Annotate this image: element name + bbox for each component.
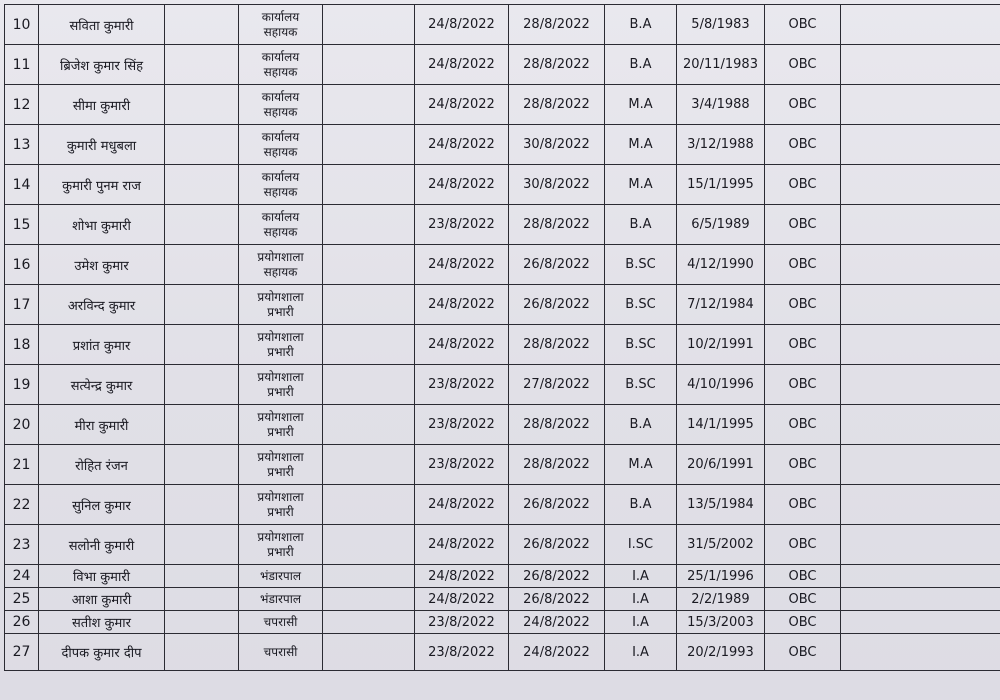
table-row [5,245,1000,285]
date-one-cell: 24/8/2022 [415,5,509,45]
qualification-cell: M.A [605,125,677,165]
remarks-cell [841,525,1000,565]
serial-number-cell: 11 [5,45,39,85]
empty-cell [165,565,239,588]
empty-cell [323,525,415,565]
empty-cell [165,588,239,611]
name-cell: सुनिल कुमार [39,485,165,525]
post-line: चपरासी [263,614,298,629]
post-cell [239,565,323,588]
serial-number-cell: 14 [5,165,39,205]
serial-number-cell: 19 [5,365,39,405]
remarks-cell [841,405,1000,445]
dob-cell: 5/8/1983 [677,5,765,45]
remarks-cell [841,5,1000,45]
empty-cell [165,325,239,365]
remarks-cell [841,125,1000,165]
serial-number-cell: 15 [5,205,39,245]
name-cell: प्रशांत कुमार [39,325,165,365]
date-two-cell: 28/8/2022 [509,325,605,365]
name-cell: उमेश कुमार [39,245,165,285]
category-cell: OBC [765,405,841,445]
name-cell: सत्येन्द्र कुमार [39,365,165,405]
empty-cell [165,445,239,485]
qualification-cell: I.A [605,565,677,588]
date-two-cell: 27/8/2022 [509,365,605,405]
post-line: सहायक [263,24,298,39]
empty-cell [323,245,415,285]
table-row [5,45,1000,85]
dob-cell: 6/5/1989 [677,205,765,245]
post-line: कार्यालय [261,9,300,24]
table-row [5,525,1000,565]
qualification-cell: B.A [605,405,677,445]
post-line: सहायक [263,264,298,279]
empty-cell [323,125,415,165]
name-cell: ब्रिजेश कुमार सिंह [39,45,165,85]
empty-cell [323,285,415,325]
date-two-cell: 26/8/2022 [509,525,605,565]
category-cell: OBC [765,125,841,165]
dob-cell: 4/12/1990 [677,245,765,285]
table-row [5,325,1000,365]
qualification-cell: B.A [605,205,677,245]
dob-cell: 15/1/1995 [677,165,765,205]
post-cell [239,205,323,245]
serial-number-cell: 22 [5,485,39,525]
post-line: प्रभारी [267,304,294,319]
dob-cell: 2/2/1989 [677,588,765,611]
date-two-cell: 28/8/2022 [509,45,605,85]
post-line: सहायक [263,184,298,199]
name-cell: अरविन्द कुमार [39,285,165,325]
post-line: प्रयोगशाला [257,449,304,464]
post-line: चपरासी [263,644,298,659]
empty-cell [165,205,239,245]
category-cell: OBC [765,525,841,565]
post-line: प्रभारी [267,424,294,439]
dob-cell: 10/2/1991 [677,325,765,365]
qualification-cell: B.SC [605,285,677,325]
dob-cell: 13/5/1984 [677,485,765,525]
category-cell: OBC [765,5,841,45]
date-two-cell: 28/8/2022 [509,405,605,445]
remarks-cell [841,588,1000,611]
qualification-cell: B.A [605,485,677,525]
post-line: प्रभारी [267,464,294,479]
post-line: कार्यालय [261,49,300,64]
table-row [5,611,1000,634]
post-cell [239,634,323,671]
qualification-cell: I.SC [605,525,677,565]
qualification-cell: B.A [605,45,677,85]
post-line: कार्यालय [261,129,300,144]
remarks-cell [841,611,1000,634]
category-cell: OBC [765,85,841,125]
empty-cell [323,634,415,671]
post-line: भंडारपाल [260,568,301,583]
post-cell [239,5,323,45]
empty-cell [165,634,239,671]
category-cell: OBC [765,634,841,671]
date-two-cell: 24/8/2022 [509,611,605,634]
empty-cell [323,485,415,525]
name-cell: शोभा कुमारी [39,205,165,245]
dob-cell: 25/1/1996 [677,565,765,588]
table-row [5,125,1000,165]
remarks-cell [841,365,1000,405]
category-cell: OBC [765,205,841,245]
post-cell [239,125,323,165]
empty-cell [165,125,239,165]
post-line: कार्यालय [261,89,300,104]
table-row [5,5,1000,45]
date-one-cell: 24/8/2022 [415,525,509,565]
empty-cell [323,165,415,205]
date-one-cell: 24/8/2022 [415,165,509,205]
post-line: प्रभारी [267,384,294,399]
serial-number-cell: 12 [5,85,39,125]
post-cell [239,325,323,365]
empty-cell [165,85,239,125]
qualification-cell: M.A [605,445,677,485]
empty-cell [165,45,239,85]
table-row [5,365,1000,405]
empty-cell [323,405,415,445]
qualification-cell: B.SC [605,245,677,285]
post-cell [239,525,323,565]
post-line: सहायक [263,104,298,119]
empty-cell [323,611,415,634]
category-cell: OBC [765,588,841,611]
date-two-cell: 26/8/2022 [509,245,605,285]
qualification-cell: M.A [605,165,677,205]
date-two-cell: 26/8/2022 [509,588,605,611]
remarks-cell [841,634,1000,671]
date-one-cell: 23/8/2022 [415,205,509,245]
date-one-cell: 24/8/2022 [415,485,509,525]
category-cell: OBC [765,245,841,285]
post-cell [239,588,323,611]
dob-cell: 4/10/1996 [677,365,765,405]
category-cell: OBC [765,445,841,485]
date-two-cell: 30/8/2022 [509,125,605,165]
post-line: प्रयोगशाला [257,369,304,384]
empty-cell [323,5,415,45]
dob-cell: 14/1/1995 [677,405,765,445]
post-cell [239,45,323,85]
name-cell: रोहित रंजन [39,445,165,485]
empty-cell [323,445,415,485]
empty-cell [165,165,239,205]
dob-cell: 3/4/1988 [677,85,765,125]
serial-number-cell: 18 [5,325,39,365]
name-cell: सीमा कुमारी [39,85,165,125]
empty-cell [323,325,415,365]
remarks-cell [841,565,1000,588]
name-cell: सविता कुमारी [39,5,165,45]
date-one-cell: 24/8/2022 [415,245,509,285]
empty-cell [323,205,415,245]
post-line: सहायक [263,224,298,239]
name-cell: विभा कुमारी [39,565,165,588]
date-one-cell: 23/8/2022 [415,445,509,485]
post-line: प्रभारी [267,504,294,519]
remarks-cell [841,245,1000,285]
table-row [5,85,1000,125]
post-cell [239,245,323,285]
date-two-cell: 30/8/2022 [509,165,605,205]
serial-number-cell: 10 [5,5,39,45]
date-two-cell: 28/8/2022 [509,205,605,245]
empty-cell [323,45,415,85]
post-line: प्रभारी [267,344,294,359]
date-one-cell: 24/8/2022 [415,125,509,165]
remarks-cell [841,45,1000,85]
qualification-cell: I.A [605,588,677,611]
empty-cell [165,485,239,525]
dob-cell: 31/5/2002 [677,525,765,565]
table-row [5,565,1000,588]
date-one-cell: 24/8/2022 [415,45,509,85]
post-line: सहायक [263,144,298,159]
serial-number-cell: 13 [5,125,39,165]
post-line: प्रयोगशाला [257,289,304,304]
table-row [5,205,1000,245]
empty-cell [165,365,239,405]
qualification-cell: M.A [605,85,677,125]
qualification-cell: I.A [605,611,677,634]
empty-cell [165,245,239,285]
post-line: कार्यालय [261,209,300,224]
serial-number-cell: 20 [5,405,39,445]
qualification-cell: B.SC [605,325,677,365]
post-line: प्रयोगशाला [257,329,304,344]
dob-cell: 20/6/1991 [677,445,765,485]
date-two-cell: 26/8/2022 [509,565,605,588]
name-cell: कुमारी पुनम राज [39,165,165,205]
table-body [5,5,1000,671]
empty-cell [165,405,239,445]
dob-cell: 15/3/2003 [677,611,765,634]
remarks-cell [841,485,1000,525]
post-cell [239,85,323,125]
dob-cell: 20/2/1993 [677,634,765,671]
category-cell: OBC [765,165,841,205]
category-cell: OBC [765,565,841,588]
remarks-cell [841,165,1000,205]
remarks-cell [841,85,1000,125]
date-two-cell: 28/8/2022 [509,445,605,485]
post-line: भंडारपाल [260,591,301,606]
empty-cell [323,365,415,405]
category-cell: OBC [765,45,841,85]
remarks-cell [841,325,1000,365]
empty-cell [165,611,239,634]
date-one-cell: 24/8/2022 [415,565,509,588]
post-line: कार्यालय [261,169,300,184]
empty-cell [165,285,239,325]
serial-number-cell: 23 [5,525,39,565]
category-cell: OBC [765,611,841,634]
table-row [5,165,1000,205]
date-two-cell: 26/8/2022 [509,285,605,325]
category-cell: OBC [765,325,841,365]
empty-cell [323,85,415,125]
post-line: प्रयोगशाला [257,529,304,544]
name-cell: आशा कुमारी [39,588,165,611]
post-line: प्रयोगशाला [257,249,304,264]
serial-number-cell: 26 [5,611,39,634]
empty-cell [323,565,415,588]
category-cell: OBC [765,485,841,525]
category-cell: OBC [765,285,841,325]
dob-cell: 7/12/1984 [677,285,765,325]
remarks-cell [841,285,1000,325]
serial-number-cell: 16 [5,245,39,285]
table-row [5,634,1000,671]
qualification-cell: B.SC [605,365,677,405]
post-line: प्रयोगशाला [257,489,304,504]
table-row [5,588,1000,611]
table-row [5,485,1000,525]
post-cell [239,405,323,445]
serial-number-cell: 25 [5,588,39,611]
post-line: प्रभारी [267,544,294,559]
remarks-cell [841,205,1000,245]
post-cell [239,365,323,405]
remarks-cell [841,445,1000,485]
category-cell: OBC [765,365,841,405]
serial-number-cell: 24 [5,565,39,588]
date-one-cell: 24/8/2022 [415,285,509,325]
name-cell: सतीश कुमार [39,611,165,634]
empty-cell [323,588,415,611]
serial-number-cell: 17 [5,285,39,325]
qualification-cell: I.A [605,634,677,671]
serial-number-cell: 21 [5,445,39,485]
date-two-cell: 26/8/2022 [509,485,605,525]
table-row [5,285,1000,325]
candidate-table [4,4,1000,671]
qualification-cell: B.A [605,5,677,45]
name-cell: दीपक कुमार दीप [39,634,165,671]
name-cell: सलोनी कुमारी [39,525,165,565]
date-one-cell: 24/8/2022 [415,85,509,125]
post-cell [239,445,323,485]
name-cell: मीरा कुमारी [39,405,165,445]
date-one-cell: 23/8/2022 [415,634,509,671]
date-one-cell: 23/8/2022 [415,611,509,634]
date-two-cell: 24/8/2022 [509,634,605,671]
date-two-cell: 28/8/2022 [509,85,605,125]
empty-cell [165,5,239,45]
serial-number-cell: 27 [5,634,39,671]
post-line: प्रयोगशाला [257,409,304,424]
date-one-cell: 23/8/2022 [415,365,509,405]
post-line: सहायक [263,64,298,79]
table-row [5,405,1000,445]
date-two-cell: 28/8/2022 [509,5,605,45]
date-one-cell: 23/8/2022 [415,405,509,445]
post-cell [239,285,323,325]
date-one-cell: 24/8/2022 [415,588,509,611]
dob-cell: 3/12/1988 [677,125,765,165]
post-cell [239,165,323,205]
empty-cell [165,525,239,565]
name-cell: कुमारी मधुबला [39,125,165,165]
post-cell [239,485,323,525]
dob-cell: 20/11/1983 [677,45,765,85]
table-row [5,445,1000,485]
date-one-cell: 24/8/2022 [415,325,509,365]
post-cell [239,611,323,634]
